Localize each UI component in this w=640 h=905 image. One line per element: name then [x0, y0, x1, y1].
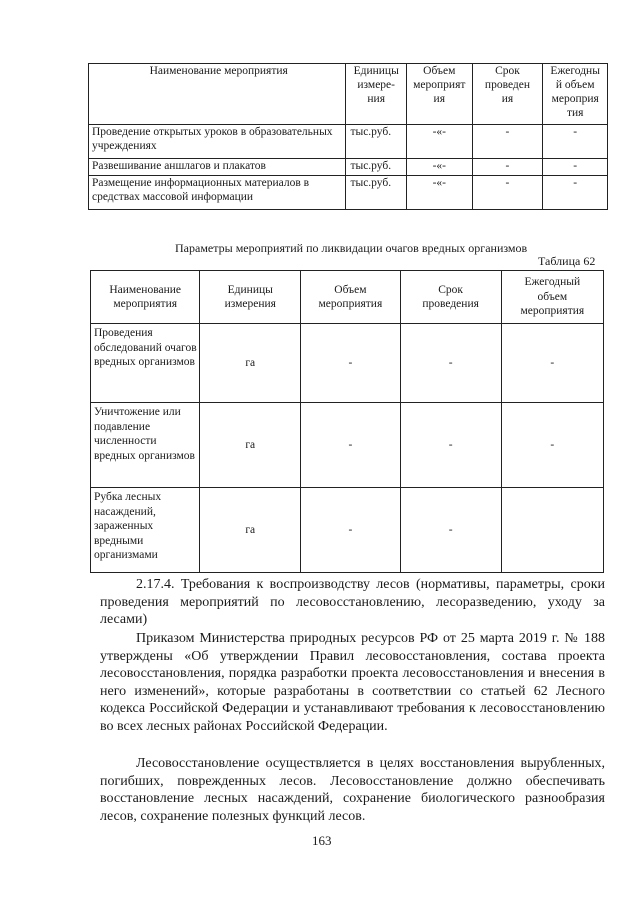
table-row: [89, 176, 608, 210]
t1-header-term-text: Срок проведен ия: [484, 65, 531, 105]
t1-r2-annual: -: [543, 159, 608, 176]
t1-r1-term: -: [472, 125, 543, 159]
t2-r1-term: -: [400, 324, 501, 403]
t1-header-term: [472, 64, 543, 125]
table-2: [90, 270, 604, 573]
t2-header-term: [400, 271, 501, 324]
table-1-header-row: [89, 64, 608, 125]
t2-r3-term: -: [400, 488, 501, 573]
t2-r1-volume: -: [301, 324, 400, 403]
t1-r3-term: -: [472, 176, 543, 210]
t2-header-name: [91, 271, 200, 324]
t1-r1-volume: -«-: [406, 125, 472, 159]
t1-header-volume: [406, 64, 472, 125]
t1-r3-units: тыс.руб.: [346, 176, 407, 210]
t2-header-volume: [301, 271, 400, 324]
t1-r1-annual: -: [543, 125, 608, 159]
table-row: [91, 324, 604, 403]
section-heading: [100, 576, 605, 629]
table-row: [91, 403, 604, 488]
t2-r1-units: га: [200, 324, 301, 403]
t1-r2-volume: -«-: [406, 159, 472, 176]
t2-header-term-text: Срок проведения: [422, 283, 479, 310]
t1-r3-name: Размещение информационных материалов в средствах массовой информации: [89, 176, 346, 210]
t1-header-annual-text: Ежегодны й объем мероприя тия: [550, 65, 600, 119]
table-row: [89, 159, 608, 176]
t2-header-volume-text: Объем мероприятия: [318, 283, 383, 310]
t2-header-units: [200, 271, 301, 324]
page-number: 163: [312, 833, 332, 848]
paragraph-2-text: Лесовосстановление осуществляется в целях восстановления вырубленных, погибших, поврежденных лесов. Лесовосстановление должно обеспечивать восстановление лесных насаждений, сохранение биологического разнообразия лесов, сохранение полезных функций лесов.: [100, 756, 605, 824]
t1-header-annual: [543, 64, 608, 125]
paragraph-1-text: Приказом Министерства природных ресурсов РФ от 25 марта 2019 г. № 188 утверждены «Об утверждении Правил лесовосстановления, состава проекта лесовосстановления, порядка разработки проекта лесовосстановления и внесения в него изменений», которые разработаны в соответствии со статьей 62 Лесного кодекса Российской Федерации и устанавливают требования к лесовосстановлению во всех лесных районах Российской Федерации.: [100, 631, 605, 734]
t2-r2-units: га: [200, 403, 301, 488]
t2-header-annual-text: Ежегодный объем мероприятия: [520, 276, 585, 318]
paragraph-1: [100, 630, 605, 735]
paragraph-2: [100, 755, 605, 825]
table-1: [88, 63, 608, 210]
t1-r2-term: -: [472, 159, 543, 176]
t2-r2-annual: -: [501, 403, 603, 488]
table-2-title: Параметры мероприятий по ликвидации очагов вредных организмов: [175, 241, 528, 255]
section-heading-text: 2.17.4. Требования к воспроизводству лесов (нормативы, параметры, сроки проведения мероприятий по лесовосстановлению, лесоразведению, уходу за лесами): [100, 577, 605, 627]
t2-header-units-text: Единицы измерения: [224, 283, 276, 310]
t2-header-name-text: Наименование мероприятия: [109, 283, 181, 310]
t2-r1-annual: -: [501, 324, 603, 403]
t2-r1-name: Проведения обследований очагов вредных организмов: [91, 324, 200, 403]
t2-r3-annual: [501, 488, 603, 573]
t1-r3-volume: -«-: [406, 176, 472, 210]
t1-header-units: [346, 64, 407, 125]
table-2-header-row: [91, 271, 604, 324]
t1-r2-units: тыс.руб.: [346, 159, 407, 176]
t2-header-annual: [501, 271, 603, 324]
t1-header-name: Наименование мероприятия: [89, 64, 346, 125]
t1-r3-annual: -: [543, 176, 608, 210]
t2-r3-volume: -: [301, 488, 400, 573]
t2-r2-volume: -: [301, 403, 400, 488]
table-2-number: Таблица 62: [538, 254, 596, 268]
table-row: [89, 125, 608, 159]
t1-r2-name: Развешивание аншлагов и плакатов: [89, 159, 346, 176]
t2-r2-term: -: [400, 403, 501, 488]
t1-r1-units: тыс.руб.: [346, 125, 407, 159]
t2-r2-name: Уничтожение или подавление численности вредных организмов: [91, 403, 200, 488]
t1-r1-name: Проведение открытых уроков в образовательных учреждениях: [89, 125, 346, 159]
t1-header-units-text: Единицы измере- ния: [353, 65, 399, 105]
t2-r3-name: Рубка лесных насаждений, зараженных вредными организмами: [91, 488, 200, 573]
t2-r3-units: га: [200, 488, 301, 573]
t1-header-volume-text: Объем мероприят ия: [413, 65, 466, 105]
table-row: [91, 488, 604, 573]
